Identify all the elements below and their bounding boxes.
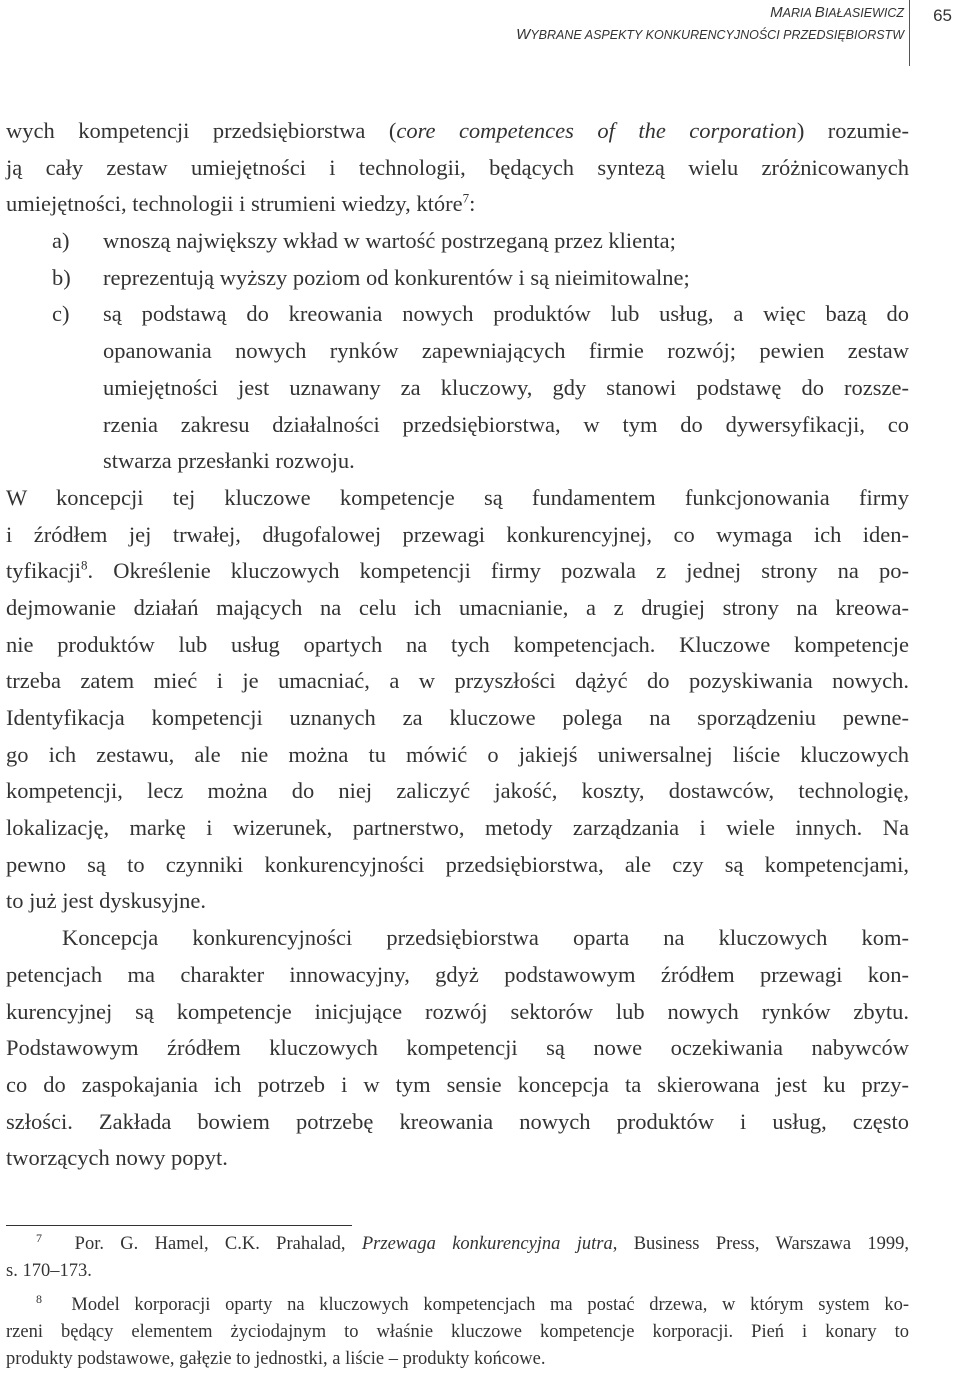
p2-line: petencjach ma charakter innowacyjny, gdyż podstawowym źródłem przewagi kon- bbox=[6, 961, 909, 987]
footnote-mark: 8 bbox=[36, 1291, 42, 1306]
intro-line: umiejętności, technologii i strumieni wiedzy, które$^7$: bbox=[6, 190, 476, 217]
footnote-7 bbox=[6, 1231, 909, 1285]
paragraph-2 bbox=[6, 920, 909, 1177]
paragraph-1 bbox=[6, 480, 909, 920]
list-item: b) reprezentują wyższy poziom od konkurentów i są nieimitowalne; bbox=[52, 264, 690, 290]
footnote-ref-8: 8 bbox=[80, 557, 88, 573]
intro-line: wych kompetencji przedsiębiorstwa (core competences of the corporation) rozumie- bbox=[6, 118, 909, 143]
p2-line: Podstawowym źródłem kluczowych kompetencji są nowe oczekiwania nabywców bbox=[6, 1035, 909, 1061]
p2-line: szłości. Zakłada bowiem potrzebę kreowania nowych produktów i usług, często bbox=[6, 1108, 909, 1134]
footnote-line: rzeni będący elementem życiodajnym to właśnie kluczowe kompetencje korporacji. Pień i konary to bbox=[6, 1322, 909, 1342]
footnote-8 bbox=[6, 1292, 909, 1373]
p1-line: kompetencji, lecz można do niej zaliczyć jakość, koszty, dostawców, technologię, bbox=[6, 778, 909, 804]
list-item-line: opanowania nowych rynków zapewniających firmie rozwój; pewien zestaw bbox=[103, 338, 909, 364]
list-item: c) są podstawą do kreowania nowych produktów lub usług, a więc bazą do bbox=[52, 301, 909, 327]
intro-paragraph bbox=[6, 113, 909, 223]
body-text bbox=[6, 113, 909, 1177]
p2-line: tworzących nowy popyt. bbox=[6, 1145, 228, 1171]
p1-line: nie produktów lub usług opartych na tych kompetencjach. Kluczowe kompetencje bbox=[6, 631, 909, 657]
list-item-line: stwarza przesłanki rozwoju. bbox=[103, 448, 355, 474]
p1-line: i źródłem jej trwałej, długofalowej przewagi konkurencyjnej, co wymaga ich iden- bbox=[6, 521, 909, 547]
p2-line: kurencyjnej są kompetencje inicjujące rozwój sektorów lub nowych rynków zbytu. bbox=[6, 998, 909, 1024]
footnote-line: produkty podstawowe, gałęzie to jednostki, a liście – produkty końcowe. bbox=[6, 1349, 546, 1369]
p1-line: Identyfikacja kompetencji uznanych za kluczowe polega na sporządzeniu pewne- bbox=[6, 705, 909, 730]
p1-line: trzeba zatem mieć i je umacniać, a w przyszłości dążyć do pozyskiwania nowych. bbox=[6, 668, 909, 694]
footnote-line: $^7$ Por. G. Hamel, C.K. Prahalad, Przewaga konkurencyjna jutra, Business Press, Warszawa 1999, bbox=[36, 1230, 909, 1254]
footnote-line: $^8$ Model korporacji oparty na kluczowych kompetencjach ma postać drzewa, w którym system ko- bbox=[36, 1291, 909, 1315]
list-item-line: rzenia zakresu działalności przedsiębiorstwa, w tym do dywersyfikacji, co bbox=[103, 411, 909, 437]
footnote-divider bbox=[6, 1225, 352, 1226]
footnote-mark: 7 bbox=[36, 1230, 42, 1245]
p1-line: to już jest dyskusyjne. bbox=[6, 888, 206, 914]
p1-line: lokalizację, markę i wizerunek, partnerstwo, metody zarządzania i wiele innych. Na bbox=[6, 815, 909, 841]
intro-line: ją cały zestaw umiejętności i technologii, będących syntezą wielu zróżnicowanych bbox=[6, 154, 909, 180]
list-item: a) wnoszą największy wkład w wartość postrzeganą przez klienta; bbox=[52, 228, 676, 254]
page-number: 65 bbox=[933, 6, 952, 25]
p1-line: pewno są to czynniki konkurencyjności przedsiębiorstwa, ale czy są kompetencjami, bbox=[6, 851, 909, 877]
p1-line-with-ref: tyfikacji$^8$. Określenie kluczowych kompetencji firmy pozwala z jednej strony na po- bbox=[6, 557, 909, 584]
list-item-line: umiejętności jest uznawany za kluczowy, gdy stanowi podstawę do rozsze- bbox=[103, 374, 909, 400]
header-divider bbox=[909, 0, 910, 66]
p1-line: dejmowanie działań mających na celu ich umacnianie, a z drugiej strony na kreowa- bbox=[6, 594, 909, 620]
p1-line: go ich zestawu, ale nie można tu mówić o jakiejś uniwersalnej liście kluczowych bbox=[6, 741, 909, 767]
footnote-ref-7: 7 bbox=[462, 190, 470, 206]
footnote-line: s. 170–173. bbox=[6, 1261, 92, 1281]
competence-list bbox=[6, 223, 909, 480]
p2-line: co do zaspokajania ich potrzeb i w tym sensie koncepcja ta skierowana jest ku przy- bbox=[6, 1071, 909, 1097]
header-title: WYBRANE ASPEKTY KONKURENCYJNOŚCI PRZEDSIĘBIORSTW bbox=[516, 26, 904, 43]
p1-line: W koncepcji tej kluczowe kompetencje są fundamentem funkcjonowania firmy bbox=[6, 484, 909, 510]
p2-line: Koncepcja konkurencyjności przedsiębiorstwa oparta na kluczowych kom- bbox=[62, 925, 909, 951]
running-header bbox=[516, 2, 904, 46]
header-author: MARIA BIAŁASIEWICZ bbox=[770, 4, 904, 21]
